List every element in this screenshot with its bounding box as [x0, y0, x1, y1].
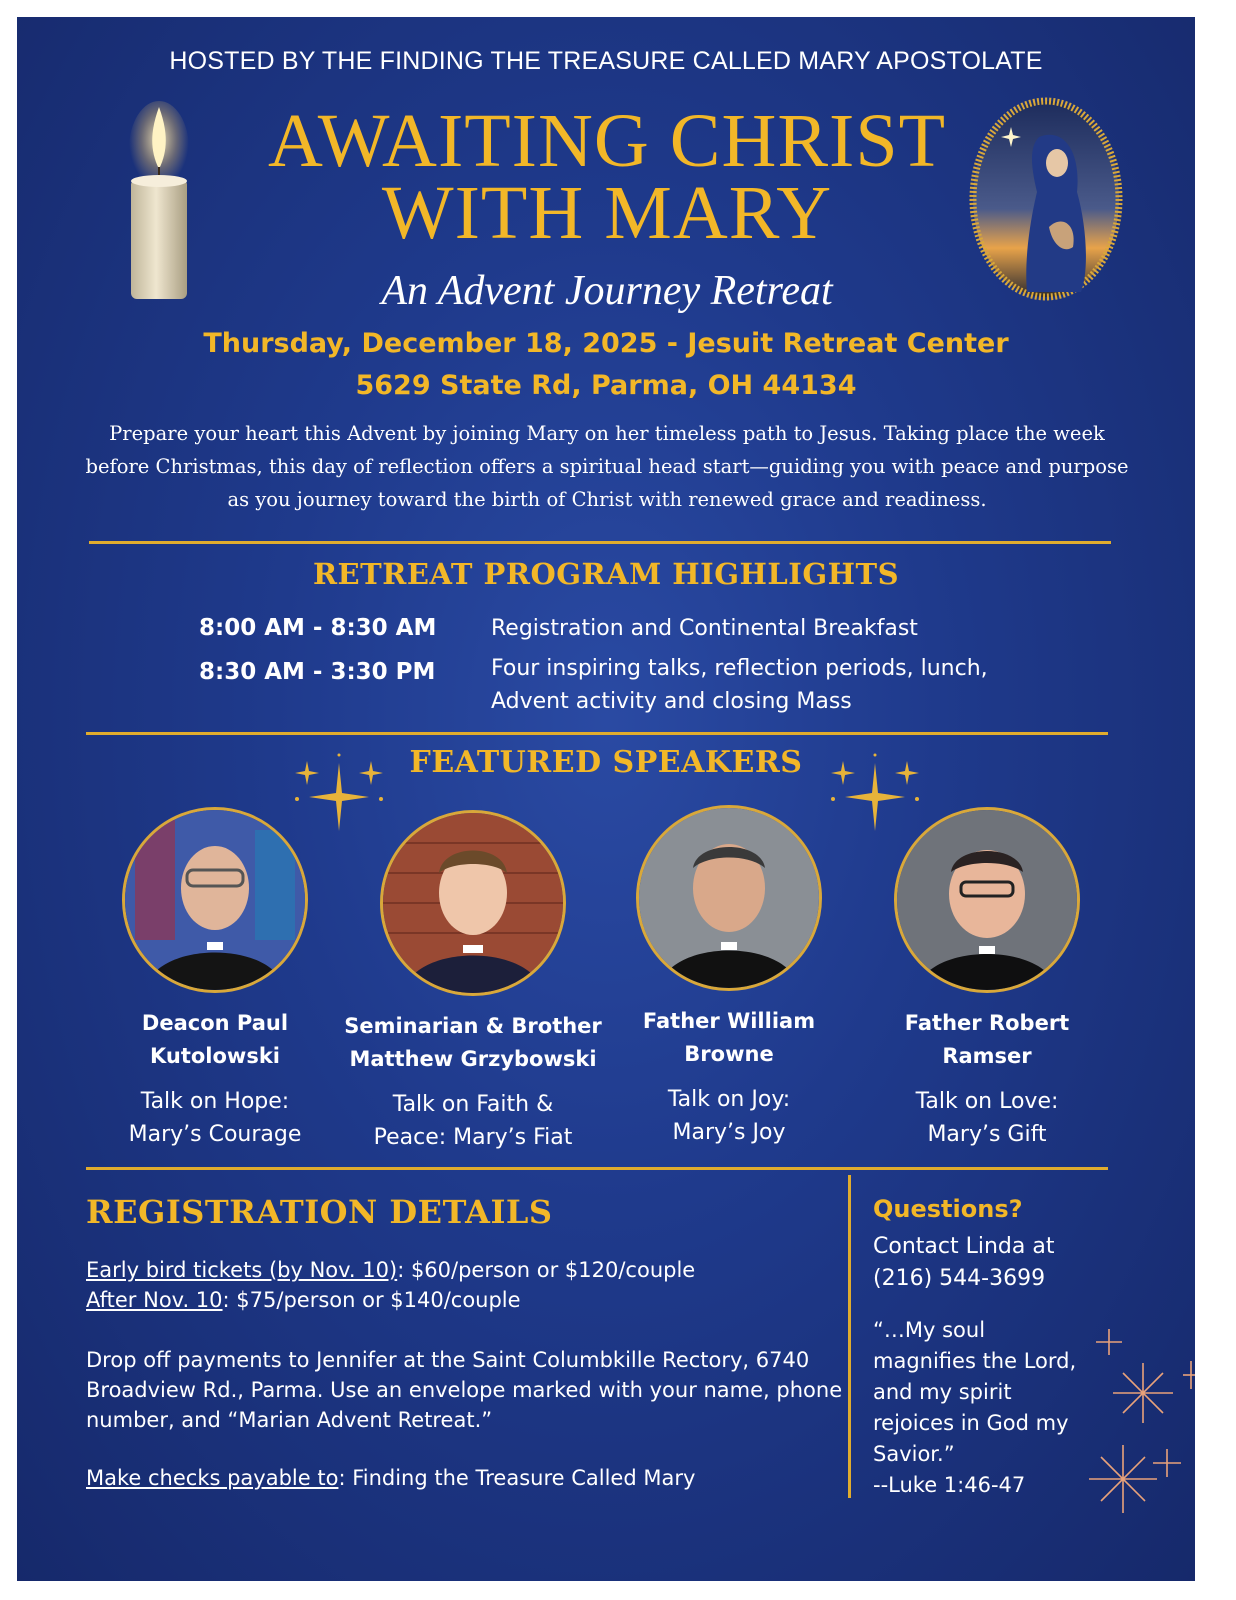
quote-line: rejoices in God my [873, 1411, 1069, 1435]
speaker-talk-line-1: Talk on Hope: [140, 1089, 290, 1114]
intro-paragraph: Prepare your heart this Advent by joining Mary on her timeless path to Jesus. Taking place the week before Christmas, this day of reflection offers a spiritual head start—guiding you with peace and purpose as you journey toward the birth of Christ with renewed grace and readiness. [85, 422, 1129, 511]
quote-line: magnifies the Lord, [873, 1349, 1077, 1373]
schedule-time: 8:30 AM - 3:30 PM [199, 659, 436, 685]
early-bird-label: Early bird tickets (by Nov. 10) [86, 1258, 398, 1282]
speaker-card [857, 807, 1117, 1151]
divider-rule [89, 541, 1111, 544]
quote-citation: --Luke 1:46-47 [873, 1473, 1026, 1497]
schedule-time: 8:00 AM - 8:30 AM [199, 615, 437, 641]
divider-rule [86, 1167, 1108, 1170]
speaker-photo [636, 805, 822, 991]
title-line-1: AWAITING CHRIST [267, 99, 947, 183]
speaker-talk [343, 1088, 603, 1154]
speaker-talk [85, 1085, 345, 1151]
contact-phone: (216) 544-3699 [873, 1266, 1046, 1291]
quote-line: and my spirit [873, 1380, 1012, 1404]
speaker-talk [599, 1083, 859, 1149]
divider-rule [86, 732, 1108, 735]
speaker-talk-line-2: Peace: Mary’s Fiat [373, 1125, 573, 1150]
speaker-name-line-2: Kutolowski [149, 1044, 280, 1068]
scripture-quote [873, 1315, 1076, 1501]
speaker-name [857, 1007, 1117, 1073]
star-burst-icon [1087, 1325, 1195, 1525]
after-line [86, 1285, 836, 1315]
schedule-row [199, 612, 1099, 652]
speaker-talk-line-1: Talk on Love: [915, 1089, 1059, 1114]
speaker-name-line-2: Browne [684, 1042, 774, 1066]
schedule-desc-line-1: Four inspiring talks, reflection periods, lunch, [491, 656, 988, 681]
checks-label: Make checks payable to [86, 1466, 339, 1490]
quote-line: Savior.” [873, 1442, 955, 1466]
registration-heading: REGISTRATION DETAILS [86, 1193, 553, 1231]
speaker-talk-line-1: Talk on Joy: [667, 1087, 791, 1112]
after-price: : $75/person or $140/couple [222, 1288, 521, 1312]
speaker-talk [857, 1085, 1117, 1151]
speaker-name-line-1: Father William [642, 1009, 816, 1033]
early-bird-line [86, 1255, 836, 1285]
speaker-photo [894, 807, 1080, 993]
checks-line [86, 1463, 836, 1493]
registration-prices [86, 1255, 836, 1315]
speaker-name-line-2: Ramser [942, 1044, 1032, 1068]
address-line: 5629 State Rd, Parma, OH 44134 [355, 370, 857, 401]
speaker-card [343, 810, 603, 1154]
schedule-desc: Registration and Continental Breakfast [491, 616, 918, 641]
speaker-name [599, 1005, 859, 1071]
flyer-poster [17, 17, 1195, 1581]
speaker-name-line-1: Seminarian & Brother [344, 1014, 602, 1038]
speaker-photo [380, 810, 566, 996]
speaker-name [85, 1007, 345, 1073]
quote-line: “…My soul [873, 1318, 986, 1342]
speaker-photo [122, 807, 308, 993]
program-schedule [199, 612, 1099, 718]
questions-heading: Questions? [873, 1195, 1023, 1223]
dropoff-paragraph: Drop off payments to Jennifer at the Saint Columbkille Rectory, 6740 Broadview Rd., Parma. Use an envelope marked with your name, phone number, and “Marian Advent Retreat.” [86, 1348, 843, 1432]
schedule-row [199, 652, 1099, 718]
date-line: Thursday, December 18, 2025 - Jesuit Retreat Center [203, 328, 1009, 359]
speaker-talk-line-2: Mary’s Gift [927, 1122, 1047, 1147]
early-bird-price: : $60/person or $120/couple [397, 1258, 696, 1282]
speaker-talk-line-2: Mary’s Courage [128, 1122, 302, 1147]
speaker-card [599, 805, 859, 1149]
speaker-talk-line-2: Mary’s Joy [672, 1120, 786, 1145]
column-divider [848, 1175, 851, 1498]
schedule-desc [491, 652, 988, 718]
speaker-name-line-1: Deacon Paul [141, 1011, 289, 1035]
speaker-name-line-2: Matthew Grzybowski [349, 1047, 597, 1071]
schedule-desc-line-2: Advent activity and closing Mass [491, 689, 852, 714]
speaker-talk-line-1: Talk on Faith & [392, 1092, 554, 1117]
speaker-name [343, 1010, 603, 1076]
event-date-location [17, 323, 1195, 407]
event-title [157, 99, 1057, 255]
title-line-2: WITH MARY [381, 171, 833, 255]
checks-value: : Finding the Treasure Called Mary [338, 1466, 696, 1490]
speaker-name-line-1: Father Robert [904, 1011, 1070, 1035]
contact-line-1: Contact Linda at [873, 1234, 1055, 1259]
speakers-heading: FEATURED SPEAKERS [409, 745, 803, 780]
speaker-card [85, 807, 345, 1151]
after-label: After Nov. 10 [86, 1288, 223, 1312]
program-heading: RETREAT PROGRAM HIGHLIGHTS [312, 557, 900, 591]
event-subtitle: An Advent Journey Retreat [381, 268, 833, 314]
contact-info [873, 1231, 1054, 1295]
hosted-by-text: HOSTED BY THE FINDING THE TREASURE CALLED MARY APOSTOLATE [169, 47, 1043, 75]
